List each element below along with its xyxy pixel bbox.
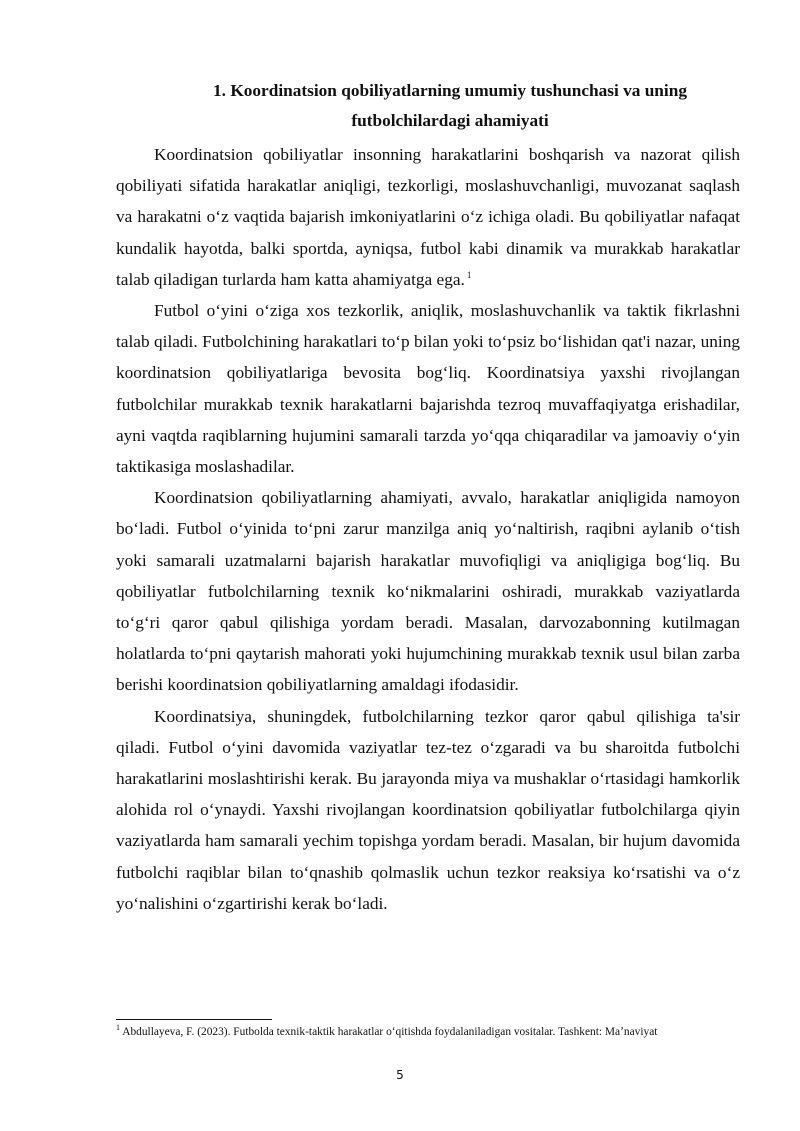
footnote-text: Abdullayeva, F. (2023). Futbolda texnik-taktik harakatlar oʻqitishda foydalaniladigan vositalar. Tashkent: Maʼnaviyat bbox=[122, 1026, 658, 1038]
paragraph-3: Koordinatsion qobiliyatlarning ahamiyati, avvalo, harakatlar aniqligida namoyon boʻladi. Futbol oʻyinida toʻpni zarur manzilga aniq yoʻnaltirish, raqibni aylanib oʻtish yoki samarali uzatmalarni bajarish harakatlar muvofiqligi va aniqligiga bogʻliq. Bu qobiliyatlar futbolchilarning texnik koʻnikmalarini oshiradi, murakkab vaziyatlarda toʻgʻri qaror qabul qilishiga yordam beradi. Masalan, darvozabonning kutilmagan holatlarda toʻpni qaytarish mahorati yoki hujumchining murakkab texnik usul bilan zarba berishi koordinatsion qobiliyatlarning amaldagi ifodasidir. bbox=[116, 488, 740, 695]
page-number: 5 bbox=[396, 1068, 404, 1082]
footnote-number: 1 bbox=[116, 1023, 120, 1033]
paragraph-1-text: Koordinatsion qobiliyatlar insonning harakatlarini boshqarish va nazorat qilish qobiliyati sifatida harakatlar aniqligi, tezkorligi, moslashuvchanligi, muvozanat saqlash va harakatni oʻz vaqtida bajarish imkoniyatlarini oʻz ichiga oladi. Bu qobiliyatlar nafaqat kundalik hayotda, balki sportda, ayniqsa, futbol kabi dinamik va murakkab harakatlar talab qiladigan turlarda ham katta ahamiyatga ega. bbox=[116, 145, 740, 289]
footnote-reference[interactable]: 1 bbox=[466, 270, 472, 281]
footnote-divider bbox=[116, 1019, 272, 1020]
footnote bbox=[116, 1024, 740, 1041]
paragraph-1 bbox=[116, 139, 740, 295]
paragraph-4: Koordinatsiya, shuningdek, futbolchilarning tezkor qaror qabul qilishiga ta'sir qiladi. Futbol oʻyini davomida vaziyatlar tez-tez oʻzgaradi va bu sharoitda futbolchi harakatlarini moslashtirishi kerak. Bu jarayonda miya va mushaklar oʻrtasidagi hamkorlik alohida rol oʻynaydi. Yaxshi rivojlangan koordinatsion qobiliyatlar futbolchilarga qiyin vaziyatlarda ham samarali yechim topishga yordam beradi. Masalan, bir hujum davomida futbolchi raqiblar bilan toʻqnashib qolmaslik uchun tezkor reaksiya koʻrsatishi va oʻz yoʻnalishini oʻzgartirishi kerak boʻladi. bbox=[116, 706, 740, 913]
body-text bbox=[116, 139, 740, 919]
paragraph-2: Futbol oʻyini oʻziga xos tezkorlik, aniqlik, moslashuvchanlik va taktik fikrlashni talab qiladi. Futbolchining harakatlari toʻp bilan yoki toʻpsiz boʻlishidan qat'i nazar, uning koordinatsion qobiliyatlariga bevosita bogʻliq. Koordinatsiya yaxshi rivojlangan futbolchilar murakkab texnik harakatlarni bajarishda tezroq muvaffaqiyatga erishadilar, ayni vaqtda raqiblarning hujumini samarali tarzda yoʻqqa chiqaradilar va jamoaviy oʻyin taktikasiga moslashadilar. bbox=[116, 301, 740, 477]
section-title: 1. Koordinatsion qobiliyatlarning umumiy tushunchasi va uning futbolchilardagi ahamiyati bbox=[213, 81, 687, 130]
